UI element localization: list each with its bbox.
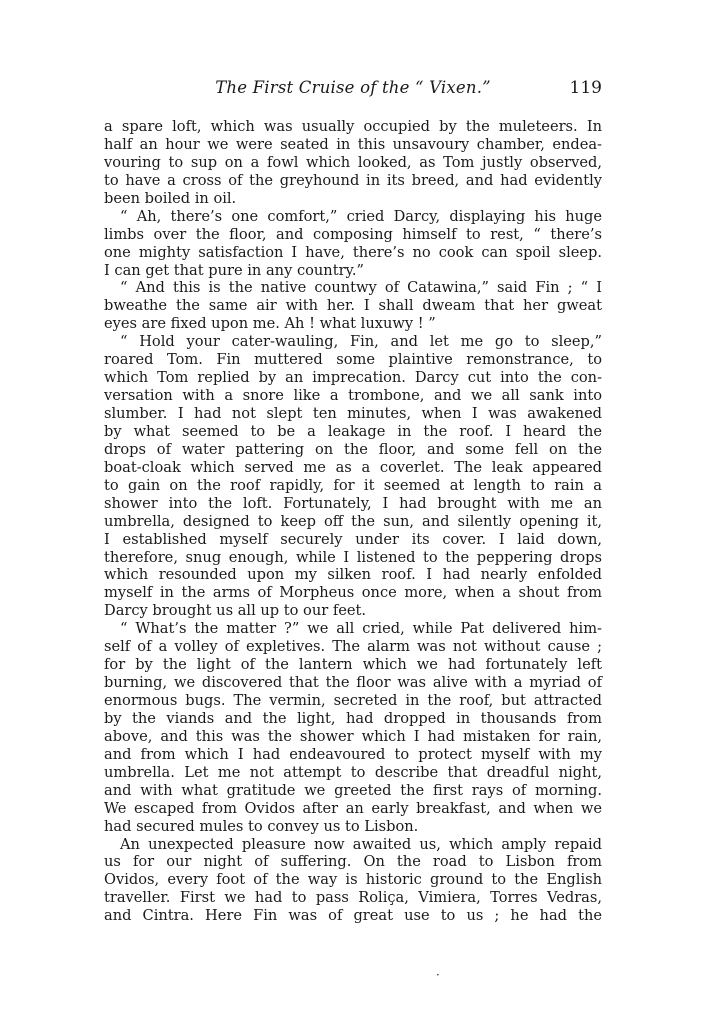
text-line: “ And this is the native countwy of Catawina,” said Fin ; “ I bbox=[120, 279, 602, 297]
text-line: limbs over the floor, and composing himself to rest, “ there’s bbox=[104, 225, 602, 243]
text-line: eyes are fixed upon me. Ah ! what luxuwy ! ” bbox=[104, 315, 436, 333]
text-line: us for our night of suffering. On the road to Lisbon from bbox=[104, 853, 602, 871]
text-line: self of a volley of expletives. The alarm was not without cause ; bbox=[104, 638, 602, 656]
text-line: “ Ah, there’s one comfort,” cried Darcy, displaying his huge bbox=[120, 207, 602, 225]
text-line: umbrella. Let me not attempt to describe that dreadful night, bbox=[104, 763, 602, 781]
text-line: been boiled in oil. bbox=[104, 189, 237, 207]
text-line: above, and this was the shower which I had mistaken for rain, bbox=[104, 727, 602, 745]
print-speck: · bbox=[436, 968, 440, 982]
text-line: “ What’s the matter ?” we all cried, while Pat delivered him- bbox=[120, 620, 602, 638]
body-text bbox=[104, 118, 602, 925]
text-line: which resounded upon my silken roof. I had nearly enfolded bbox=[104, 566, 602, 584]
text-line: a spare loft, which was usually occupied by the muleteers. In bbox=[104, 118, 602, 135]
text-line: Darcy brought us all up to our feet. bbox=[104, 602, 367, 620]
text-line: bweathe the same air with her. I shall dweam that her gweat bbox=[104, 297, 602, 315]
text-line: by the viands and the light, had dropped in thousands from bbox=[104, 709, 602, 727]
text-line: boat-cloak which served me as a coverlet. The leak appeared bbox=[104, 458, 602, 476]
text-line: enormous bugs. The vermin, secreted in the roof, but attracted bbox=[104, 692, 602, 709]
running-title: The First Cruise of the “ Vixen.” bbox=[215, 78, 491, 97]
text-line: “ Hold your cater-wauling, Fin, and let me go to sleep,” bbox=[120, 333, 602, 351]
text-line: had secured mules to convey us to Lisbon. bbox=[104, 817, 419, 835]
text-line: by what seemed to be a leakage in the roof. I heard the bbox=[104, 422, 602, 440]
text-line: We escaped from Ovidos after an early breakfast, and when we bbox=[104, 799, 602, 817]
text-line: and from which I had endeavoured to protect myself with my bbox=[104, 745, 602, 763]
text-line: to gain on the roof rapidly, for it seemed at length to rain a bbox=[104, 476, 602, 494]
text-line: slumber. I had not slept ten minutes, when I was awakened bbox=[104, 405, 602, 422]
text-line: I can get that pure in any country.” bbox=[104, 261, 364, 279]
text-line: I established myself securely under its cover. I laid down, bbox=[104, 530, 602, 548]
text-line: which Tom replied by an imprecation. Darcy cut into the con- bbox=[104, 369, 602, 387]
text-line: traveller. First we had to pass Roliça, Vimiera, Torres Vedras, bbox=[104, 889, 602, 907]
page-number: 119 bbox=[569, 78, 602, 98]
text-line: shower into the loft. Fortunately, I had brought with me an bbox=[104, 494, 602, 512]
text-line: therefore, snug enough, while I listened to the peppering drops bbox=[104, 548, 602, 566]
text-line: Ovidos, every foot of the way is historic ground to the English bbox=[104, 871, 602, 889]
running-head bbox=[104, 78, 602, 102]
text-line: An unexpected pleasure now awaited us, which amply repaid bbox=[120, 835, 602, 853]
text-line: and with what gratitude we greeted the first rays of morning. bbox=[104, 781, 602, 799]
text-line: roared Tom. Fin muttered some plaintive remonstrance, to bbox=[104, 351, 602, 369]
text-line: umbrella, designed to keep off the sun, and silently opening it, bbox=[104, 512, 602, 530]
text-line: one mighty satisfaction I have, there’s no cook can spoil sleep. bbox=[104, 243, 602, 261]
text-line: half an hour we were seated in this unsavoury chamber, endea- bbox=[104, 135, 602, 153]
text-line: vouring to sup on a fowl which looked, as Tom justly observed, bbox=[104, 153, 602, 171]
text-line: for by the light of the lantern which we had fortunately left bbox=[104, 656, 602, 674]
text-line: burning, we discovered that the floor was alive with a myriad of bbox=[104, 674, 602, 692]
text-line: versation with a snore like a trombone, and we all sank into bbox=[104, 387, 602, 405]
text-line: myself in the arms of Morpheus once more, when a shout from bbox=[104, 584, 602, 602]
text-line: drops of water pattering on the floor, and some fell on the bbox=[104, 440, 602, 458]
text-line: and Cintra. Here Fin was of great use to us ; he had the bbox=[104, 907, 602, 925]
text-line: to have a cross of the greyhound in its breed, and had evidently bbox=[104, 171, 602, 189]
